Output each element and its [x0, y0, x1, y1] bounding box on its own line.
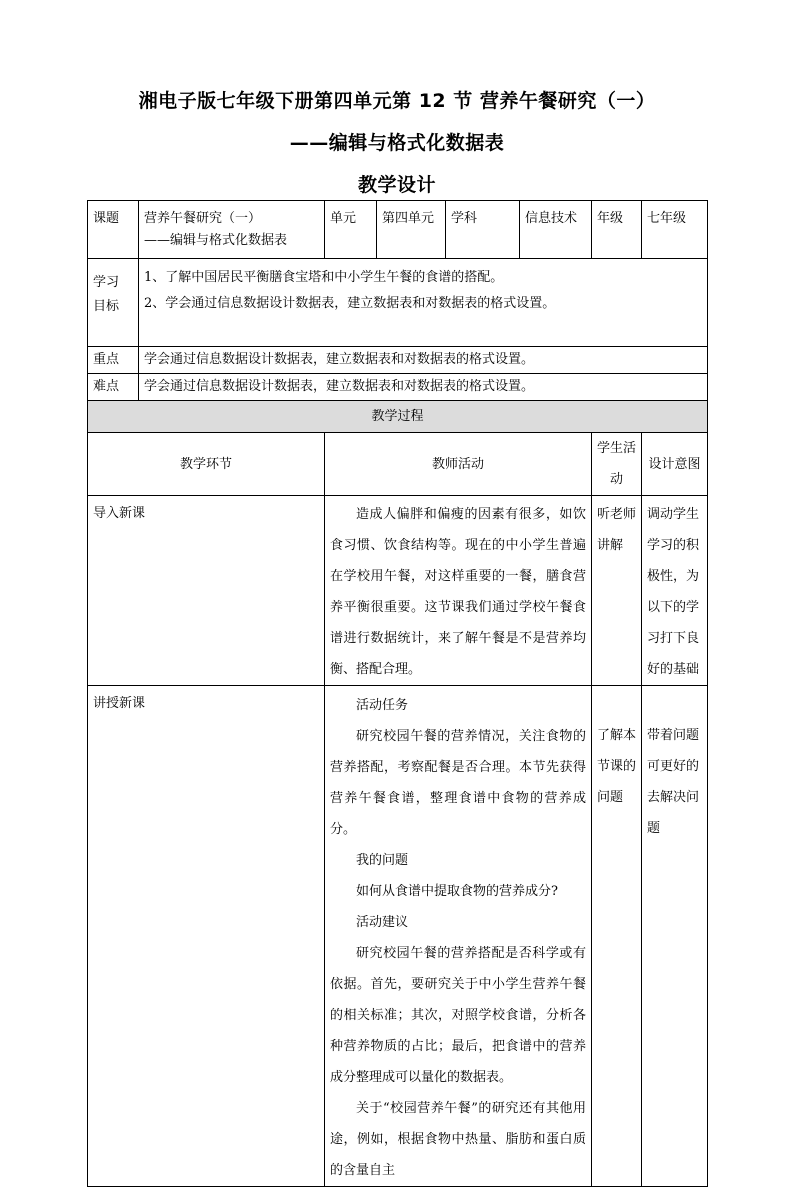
header-student: 学生活动 — [592, 433, 642, 496]
goals-content — [139, 259, 708, 347]
document-subtitle: ——编辑与格式化数据表 — [289, 132, 505, 154]
student-activity-text: 听老师讲解 — [597, 507, 637, 553]
process-header-row — [88, 433, 708, 496]
difficulty-text: 学会通过信息数据设计数据表，建立数据表和对数据表的格式设置。 — [139, 374, 708, 401]
course-value — [139, 201, 325, 259]
process-title: 教学过程 — [88, 401, 708, 433]
goals-label — [88, 259, 139, 347]
unit-value: 第四单元 — [377, 201, 446, 259]
lesson-plan-table — [87, 200, 708, 1187]
course-label: 课题 — [88, 201, 139, 259]
student-activity-cell — [592, 686, 642, 1187]
process-title-row — [88, 401, 708, 433]
goals-label-line-2: 目标 — [93, 299, 120, 314]
design-intent-text: 调动学生学习的积极性，为以下的学习打下良好的基础 — [647, 507, 700, 677]
teacher-paragraph: 研究校园午餐的营养情况，关注食物的营养搭配，考察配餐是否合理。本节先获得营养午餐食谱，整理食谱中食物的营养成分。 — [330, 729, 586, 837]
student-activity-text: 了解本节课的问题 — [597, 728, 637, 805]
teacher-paragraph: 活动任务 — [356, 698, 409, 713]
goals-label-line-1: 学习 — [93, 275, 120, 290]
unit-label: 单元 — [325, 201, 377, 259]
teacher-paragraph: 如何从食谱中提取食物的营养成分? — [356, 884, 558, 899]
teacher-paragraph: 我的问题 — [356, 853, 409, 868]
course-line-2: ——编辑与格式化数据表 — [144, 233, 288, 248]
difficulty-label: 难点 — [88, 374, 139, 401]
teacher-paragraph: 活动建议 — [356, 915, 409, 930]
key-point-text: 学会通过信息数据设计数据表，建立数据表和对数据表的格式设置。 — [139, 347, 708, 374]
design-intent-cell — [642, 496, 708, 686]
key-point-label: 重点 — [88, 347, 139, 374]
goals-row — [88, 259, 708, 347]
teacher-paragraph: 造成人偏胖和偏瘦的因素有很多，如饮食习惯、饮食结构等。现在的中小学生普遍在学校用午餐，对这样重要的一餐，膳食营养平衡很重要。这节课我们通过学校午餐食谱进行数据统计，来了解午餐是不是营养均衡、搭配合理。 — [330, 507, 586, 677]
subject-label: 学科 — [446, 201, 520, 259]
goal-item: 2、学会通过信息数据设计数据表，建立数据表和对数据表的格式设置。 — [144, 296, 556, 311]
section-title: 教学设计 — [357, 174, 436, 196]
difficulty-row — [88, 374, 708, 401]
teacher-paragraph: 研究校园午餐的营养搭配是否科学或有依据。首先，要研究关于中小学生营养午餐的相关标准；其次，对照学校食谱，分析各种营养物质的占比；最后，把食谱中的营养成分整理成可以量化的数据表。 — [330, 946, 586, 1085]
grade-label: 年级 — [592, 201, 642, 259]
subject-value: 信息技术 — [520, 201, 592, 259]
stage-cell: 导入新课 — [88, 496, 325, 686]
stage-cell: 讲授新课 — [88, 686, 325, 1187]
document-title: 湘电子版七年级下册第四单元第 12 节 营养午餐研究（一） — [138, 90, 656, 112]
header-stage: 教学环节 — [88, 433, 325, 496]
header-intent: 设计意图 — [642, 433, 708, 496]
header-teacher: 教师活动 — [325, 433, 592, 496]
teacher-activity-cell — [325, 496, 592, 686]
goal-item: 1、了解中国居民平衡膳食宝塔和中小学生午餐的食谱的搭配。 — [144, 270, 504, 285]
teacher-activity-cell — [325, 686, 592, 1187]
key-point-row — [88, 347, 708, 374]
process-row — [88, 686, 708, 1187]
process-row — [88, 496, 708, 686]
course-line-1: 营养午餐研究（一） — [144, 211, 262, 226]
grade-value: 七年级 — [642, 201, 708, 259]
teacher-paragraph: 关于“校园营养午餐”的研究还有其他用途，例如，根据食物中热量、脂肪和蛋白质的含量自主 — [330, 1101, 586, 1178]
design-intent-cell — [642, 686, 708, 1187]
design-intent-text: 带着问题可更好的去解决问题 — [647, 728, 700, 836]
student-activity-cell — [592, 496, 642, 686]
info-row — [88, 201, 708, 259]
